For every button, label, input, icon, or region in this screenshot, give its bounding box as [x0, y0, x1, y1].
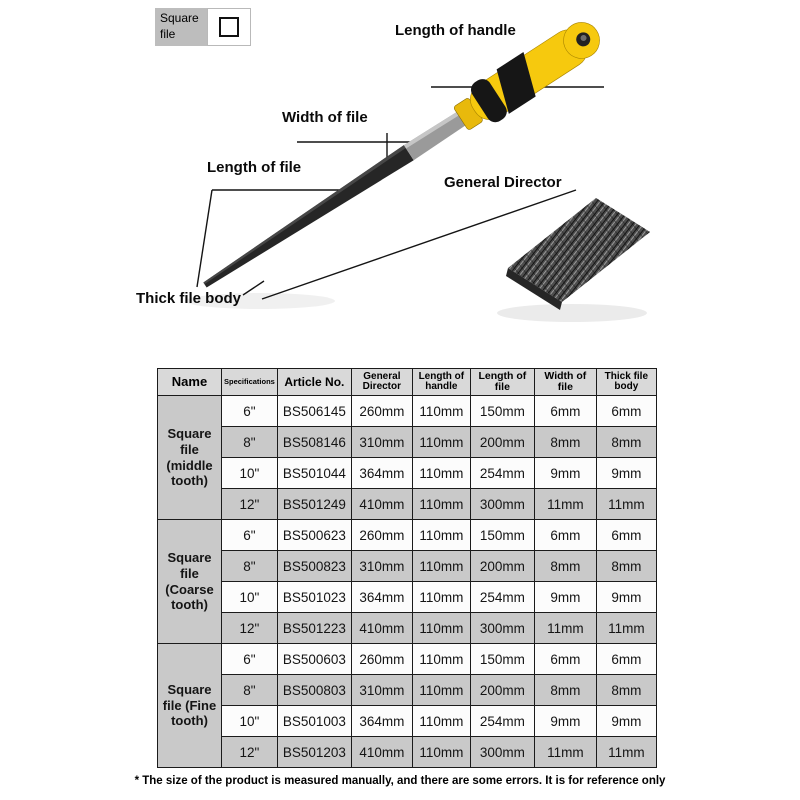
table-cell: 254mm	[470, 458, 534, 489]
table-row	[158, 613, 657, 644]
label-length-of-handle: Length of handle	[395, 22, 516, 39]
table-cell: 6mm	[534, 520, 596, 551]
table-cell: BS501223	[277, 613, 351, 644]
table-cell: 410mm	[351, 613, 412, 644]
table-row	[158, 551, 657, 582]
table-cell: 200mm	[470, 675, 534, 706]
table-cell: 8mm	[534, 675, 596, 706]
table-cell: 110mm	[412, 520, 470, 551]
table-cell: 410mm	[351, 489, 412, 520]
table-cell: 300mm	[470, 489, 534, 520]
table-row	[158, 644, 657, 675]
table-cell: BS501003	[277, 706, 351, 737]
table-cell: 10"	[222, 458, 278, 489]
table-cell: 11mm	[534, 613, 596, 644]
table-cell: 8mm	[596, 675, 656, 706]
table-cell: 110mm	[412, 458, 470, 489]
group-name-cell: Square file (middle tooth)	[158, 396, 222, 520]
table-cell: 110mm	[412, 551, 470, 582]
table-cell: BS500803	[277, 675, 351, 706]
label-general-director: General Director	[444, 174, 562, 191]
table-row	[158, 675, 657, 706]
table-cell: 11mm	[596, 737, 656, 768]
table-cell: 150mm	[470, 644, 534, 675]
table-cell: 150mm	[470, 520, 534, 551]
table-cell: 6mm	[596, 520, 656, 551]
table-cell: BS500603	[277, 644, 351, 675]
table-body	[158, 396, 657, 768]
table-cell: 6"	[222, 644, 278, 675]
file-drawing	[0, 0, 800, 365]
table-cell: 6"	[222, 520, 278, 551]
table-cell: 10"	[222, 582, 278, 613]
table-cell: 8mm	[534, 551, 596, 582]
table-row	[158, 582, 657, 613]
table-cell: 110mm	[412, 396, 470, 427]
table-row	[158, 427, 657, 458]
table-cell: 6mm	[596, 644, 656, 675]
table-cell: 254mm	[470, 706, 534, 737]
table-cell: 310mm	[351, 427, 412, 458]
table-cell: 9mm	[534, 582, 596, 613]
table-cell: 110mm	[412, 706, 470, 737]
surface-closeup	[506, 198, 650, 310]
table-cell: BS500823	[277, 551, 351, 582]
table-cell: 12"	[222, 489, 278, 520]
table-cell: 364mm	[351, 458, 412, 489]
table-cell: 6mm	[534, 644, 596, 675]
table-cell: 110mm	[412, 675, 470, 706]
table-cell: 200mm	[470, 551, 534, 582]
table-cell: 11mm	[596, 613, 656, 644]
column-header: Width of file	[534, 369, 596, 396]
table-cell: 8mm	[534, 427, 596, 458]
column-header: Thick file body	[596, 369, 656, 396]
label-length-of-file: Length of file	[207, 159, 302, 176]
table-cell: 8mm	[596, 551, 656, 582]
table-cell: 300mm	[470, 737, 534, 768]
column-header: Article No.	[277, 369, 351, 396]
table-cell: 364mm	[351, 706, 412, 737]
table-cell: 9mm	[596, 706, 656, 737]
table-cell: 11mm	[534, 737, 596, 768]
legend-icon-box	[207, 8, 251, 46]
table-cell: 110mm	[412, 613, 470, 644]
table-cell: 8"	[222, 551, 278, 582]
table-cell: BS508146	[277, 427, 351, 458]
table-cell: BS500623	[277, 520, 351, 551]
column-header: General Director	[351, 369, 412, 396]
table-head	[158, 369, 657, 396]
group-name-cell: Square file (Coarse tooth)	[158, 520, 222, 644]
table-cell: 8mm	[596, 427, 656, 458]
table-cell: BS501044	[277, 458, 351, 489]
length-leader-line	[197, 190, 212, 287]
table-row	[158, 520, 657, 551]
column-header: Length of file	[470, 369, 534, 396]
thick-leader-line	[243, 281, 264, 295]
label-width-of-file: Width of file	[282, 109, 368, 126]
table-cell: 12"	[222, 613, 278, 644]
footnote: * The size of the product is measured manually, and there are some errors. It is for reference only	[134, 775, 666, 787]
table-cell: BS501249	[277, 489, 351, 520]
table-cell: 10"	[222, 706, 278, 737]
closeup-shadow	[497, 304, 647, 322]
file-tang	[404, 110, 467, 160]
table-cell: 310mm	[351, 675, 412, 706]
table-cell: 254mm	[470, 582, 534, 613]
table-row	[158, 396, 657, 427]
table-cell: 6mm	[534, 396, 596, 427]
table-header-row	[158, 369, 657, 396]
table-cell: 110mm	[412, 427, 470, 458]
table-cell: 12"	[222, 737, 278, 768]
table-cell: 9mm	[596, 582, 656, 613]
column-header: Specifications	[222, 369, 278, 396]
spec-table-wrap	[157, 368, 657, 768]
table-cell: 8"	[222, 675, 278, 706]
table-cell: 11mm	[534, 489, 596, 520]
legend-label: Square file	[155, 8, 207, 46]
table-row	[158, 737, 657, 768]
table-cell: 9mm	[596, 458, 656, 489]
square-file-icon	[219, 17, 239, 37]
table-cell: BS501203	[277, 737, 351, 768]
legend	[155, 8, 251, 46]
column-header: Name	[158, 369, 222, 396]
table-row	[158, 489, 657, 520]
table-cell: 110mm	[412, 582, 470, 613]
table-cell: BS501023	[277, 582, 351, 613]
column-header: Length of handle	[412, 369, 470, 396]
table-cell: 6"	[222, 396, 278, 427]
group-name-cell: Square file (Fine tooth)	[158, 644, 222, 768]
spec-table	[157, 368, 657, 768]
product-illustration	[0, 0, 800, 365]
table-cell: 310mm	[351, 551, 412, 582]
table-cell: 110mm	[412, 489, 470, 520]
table-cell: 364mm	[351, 582, 412, 613]
table-cell: 300mm	[470, 613, 534, 644]
table-cell: 260mm	[351, 520, 412, 551]
table-cell: 8"	[222, 427, 278, 458]
table-cell: 260mm	[351, 396, 412, 427]
label-thick-file-body: Thick file body	[136, 290, 242, 307]
table-cell: 150mm	[470, 396, 534, 427]
table-cell: 260mm	[351, 644, 412, 675]
table-cell: 9mm	[534, 458, 596, 489]
table-cell: 9mm	[534, 706, 596, 737]
table-cell: 110mm	[412, 644, 470, 675]
table-cell: BS506145	[277, 396, 351, 427]
table-row	[158, 706, 657, 737]
table-cell: 11mm	[596, 489, 656, 520]
table-cell: 200mm	[470, 427, 534, 458]
table-row	[158, 458, 657, 489]
table-cell: 110mm	[412, 737, 470, 768]
table-cell: 6mm	[596, 396, 656, 427]
table-cell: 410mm	[351, 737, 412, 768]
